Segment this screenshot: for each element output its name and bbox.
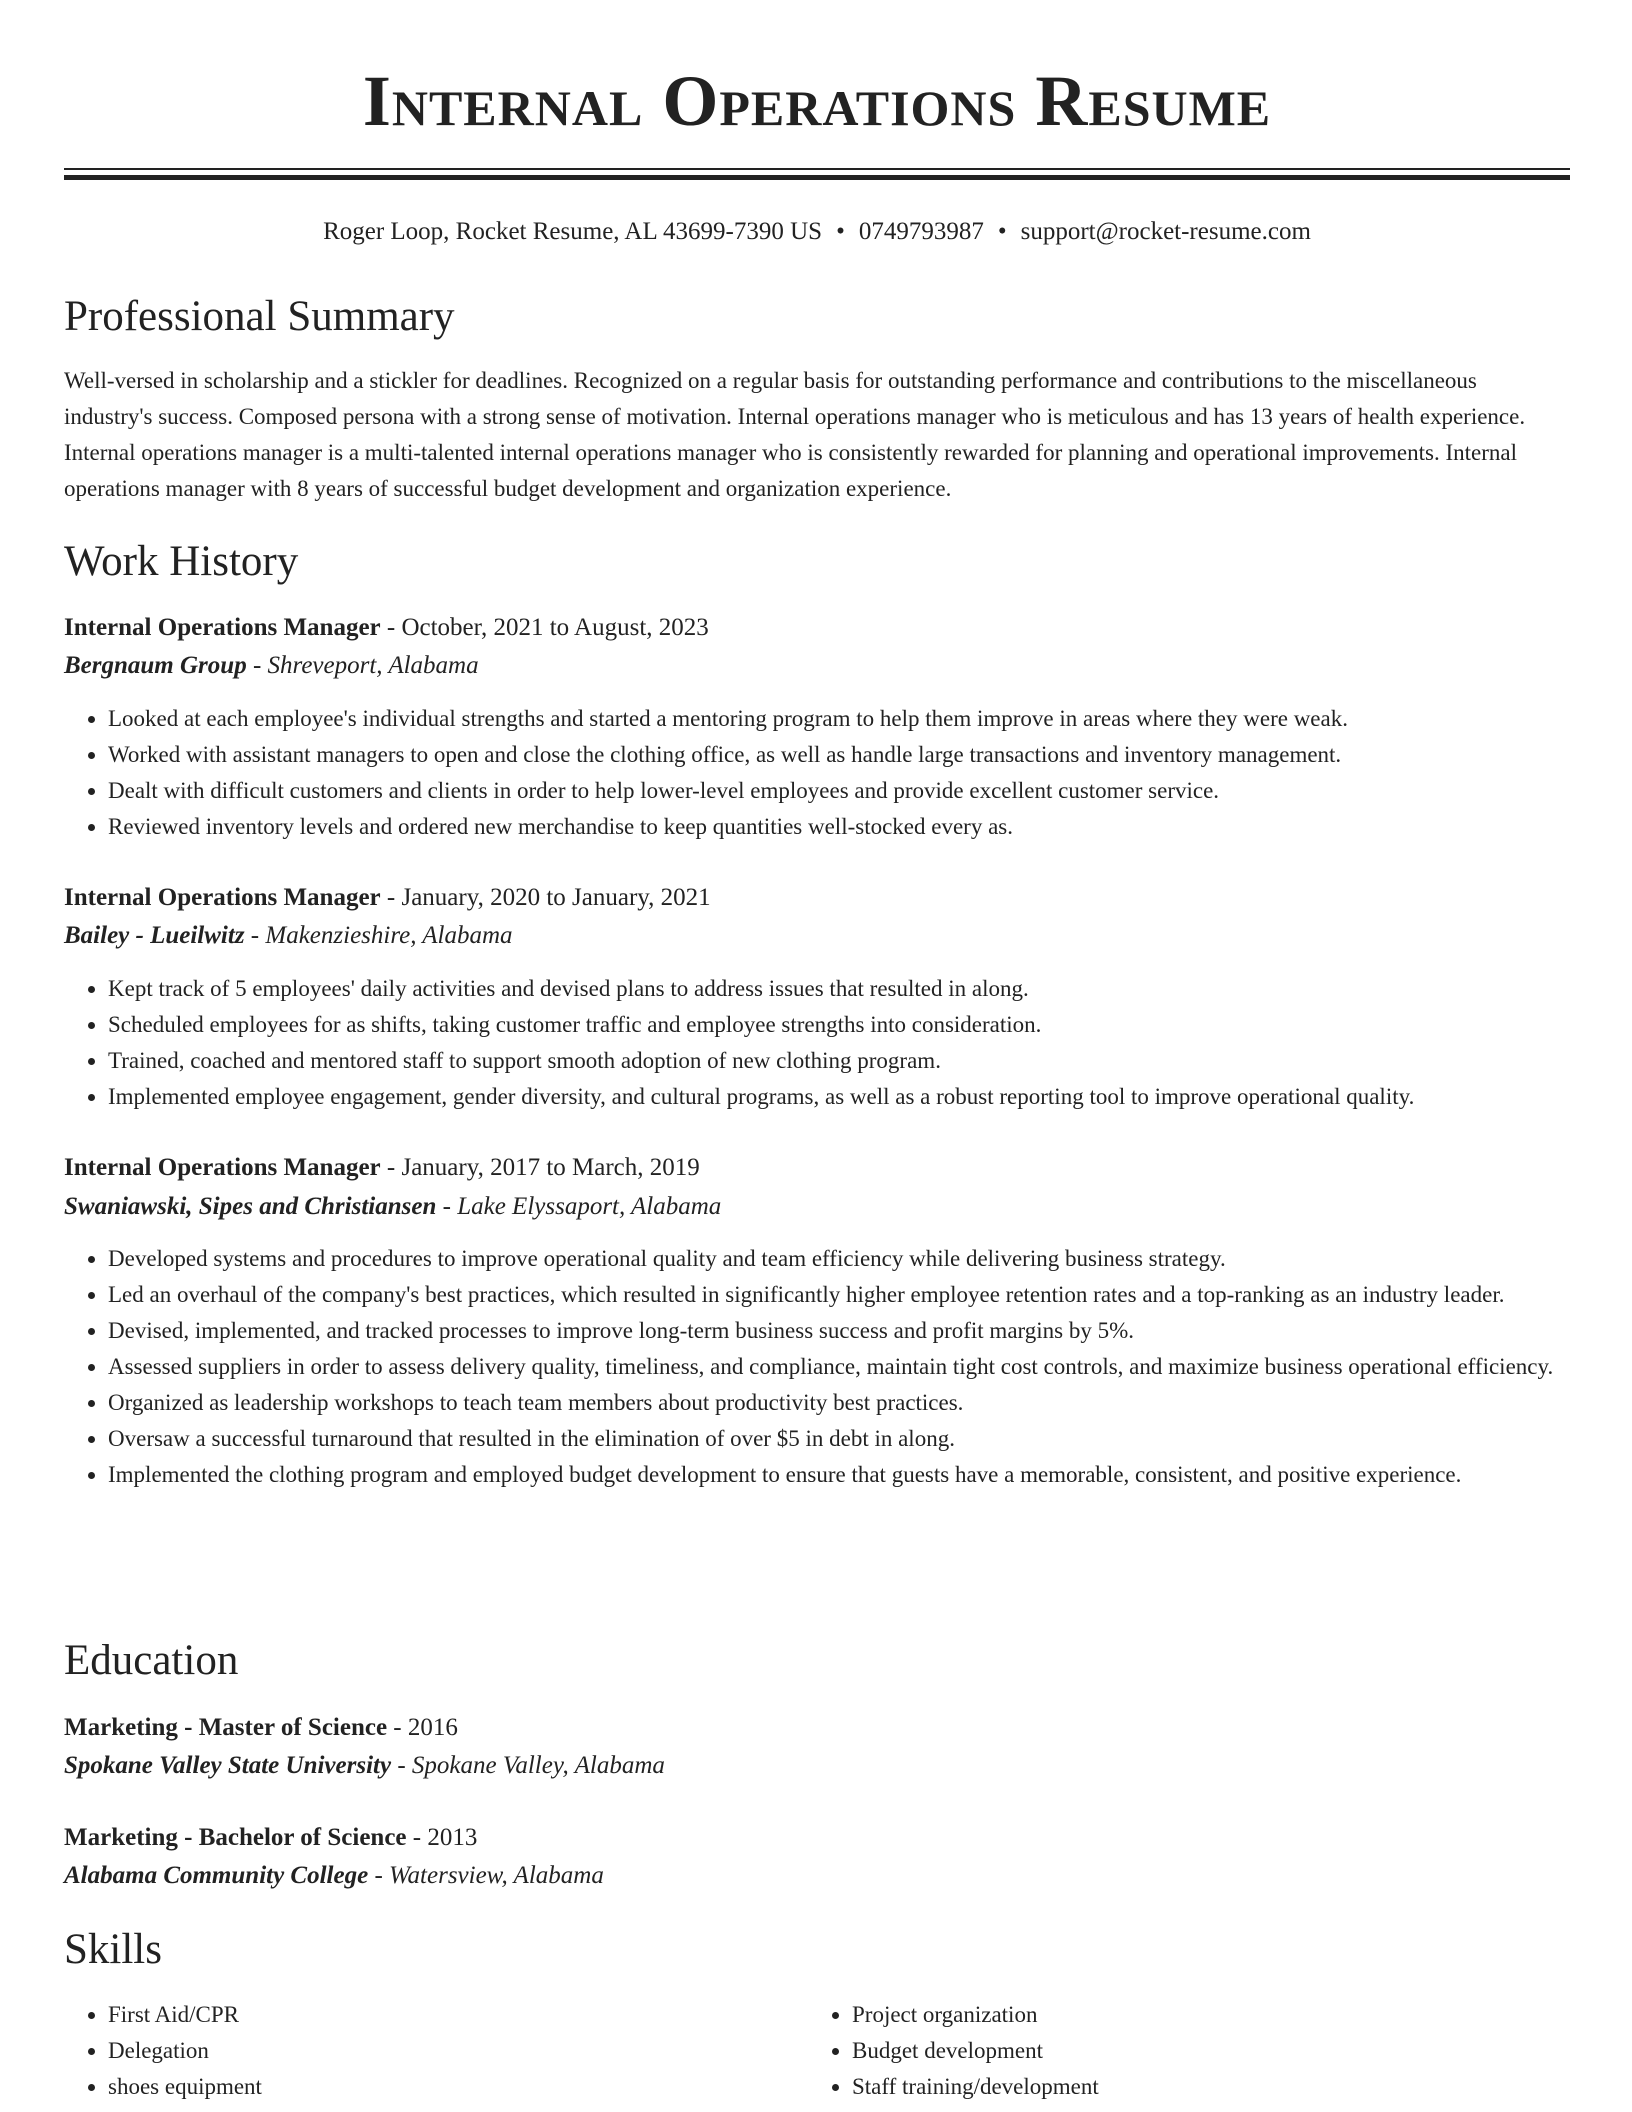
job-title-line xyxy=(64,1150,700,1186)
job-bullet: • Assessed suppliers in order to assess delivery quality, timeliness, and compliance, maintain tight cost controls, and maximize business operational efficiency. xyxy=(108,1349,1570,1385)
school-location: - Spokane Valley, Alabama xyxy=(391,1752,665,1779)
degree: Marketing - Master of Science xyxy=(64,1714,388,1741)
resume-page xyxy=(64,0,1570,2099)
school: Alabama Community College xyxy=(64,1862,369,1889)
summary-text: Well-versed in scholarship and a stickler for deadlines. Recognized on a regular basis for outstanding performance and contributions to the miscellaneous industry's success. Composed persona with a strong sense of motivation. Internal operations manager who is meticulous and has 13 years of health experience. Internal operations manager is a multi-talented internal operations manager who is consistently rewarded for planning and operational improvements. Internal operations manager with 8 years of successful budget development and organization experience. xyxy=(64,368,1526,501)
job-bullet: • Reviewed inventory levels and ordered new merchandise to keep quantities well-stocked every as. xyxy=(108,809,1570,845)
job-company-line xyxy=(64,1189,721,1225)
degree: Marketing - Bachelor of Science xyxy=(64,1824,407,1851)
skills-heading: Skills xyxy=(64,1926,162,1973)
education-heading: Education xyxy=(64,1637,239,1684)
school-line xyxy=(64,1858,604,1894)
school-line xyxy=(64,1748,665,1784)
job-bullets xyxy=(64,701,1570,845)
job-bullet: • Developed systems and procedures to improve operational quality and team efficiency while delivering business strategy. xyxy=(108,1241,1570,1277)
job-bullets xyxy=(64,971,1570,1115)
job-company: Bergnaum Group xyxy=(64,652,247,679)
job-bullets xyxy=(64,1241,1570,1493)
job-location: - Makenzieshire, Alabama xyxy=(244,922,513,949)
summary-heading: Professional Summary xyxy=(64,293,455,340)
job-company-line xyxy=(64,918,513,954)
degree-line xyxy=(64,1710,458,1746)
contact-line xyxy=(64,216,1570,248)
degree-year: - 2016 xyxy=(387,1714,458,1741)
job-title-line xyxy=(64,610,709,646)
job-title: Internal Operations Manager xyxy=(64,614,381,641)
skills-list-left xyxy=(64,1997,808,2105)
contact-email: support@rocket-resume.com xyxy=(1020,218,1311,245)
job-dates: - October, 2021 to August, 2023 xyxy=(380,614,709,641)
contact-separator: • xyxy=(997,218,1007,245)
job-company: Bailey - Lueilwitz xyxy=(64,922,245,949)
contact-address: Roger Loop, Rocket Resume, AL 43699-7390 US xyxy=(323,218,823,245)
skill-item: • Project organization xyxy=(852,1997,1552,2033)
skill-item: • First Aid/CPR xyxy=(108,1997,808,2033)
job-company: Swaniawski, Sipes and Christiansen xyxy=(64,1193,437,1220)
resume-title: Internal Operations Resume xyxy=(362,61,1272,141)
job-bullet: • Implemented employee engagement, gender diversity, and cultural programs, as well as a robust reporting tool to improve operational quality. xyxy=(108,1079,1570,1115)
job-bullet: • Devised, implemented, and tracked processes to improve long-term business success and profit margins by 5%. xyxy=(108,1313,1570,1349)
job-bullet: • Dealt with difficult customers and clients in order to help lower-level employees and provide excellent customer service. xyxy=(108,773,1570,809)
job-bullet: • Worked with assistant managers to open and close the clothing office, as well as handle large transactions and inventory management. xyxy=(108,737,1570,773)
work-history-heading: Work History xyxy=(64,538,299,585)
job-location: - Lake Elyssaport, Alabama xyxy=(436,1193,722,1220)
job-bullet: • Kept track of 5 employees' daily activities and devised plans to address issues that resulted in along. xyxy=(108,971,1570,1007)
degree-year: - 2013 xyxy=(406,1824,478,1851)
skill-item: • Delegation xyxy=(108,2033,808,2069)
job-company-line xyxy=(64,648,479,684)
job-bullet: • Trained, coached and mentored staff to support smooth adoption of new clothing program. xyxy=(108,1043,1570,1079)
job-title-line xyxy=(64,880,711,916)
job-location: - Shreveport, Alabama xyxy=(246,652,479,679)
skill-item: • Budget development xyxy=(852,2033,1552,2069)
job-title: Internal Operations Manager xyxy=(64,884,381,911)
job-dates: - January, 2017 to March, 2019 xyxy=(380,1154,700,1181)
job-bullet: • Looked at each employee's individual strengths and started a mentoring program to help them improve in areas where they were weak. xyxy=(108,701,1570,737)
job-dates: - January, 2020 to January, 2021 xyxy=(380,884,711,911)
school: Spokane Valley State University xyxy=(64,1752,392,1779)
school-location: - Watersview, Alabama xyxy=(368,1862,604,1889)
skill-item: • shoes equipment xyxy=(108,2069,808,2105)
degree-line xyxy=(64,1820,477,1856)
job-bullet: • Led an overhaul of the company's best practices, which resulted in significantly higher employee retention rates and a top-ranking as an industry leader. xyxy=(108,1277,1570,1313)
contact-phone: 0749793987 xyxy=(858,218,984,245)
skills-list-right xyxy=(808,1997,1552,2105)
job-bullet: • Implemented the clothing program and employed budget development to ensure that guests have a memorable, consistent, and positive experience. xyxy=(108,1457,1570,1493)
skill-item: • Staff training/development xyxy=(852,2069,1552,2105)
job-bullet: • Organized as leadership workshops to teach team members about productivity best practices. xyxy=(108,1385,1570,1421)
job-bullet: • Oversaw a successful turnaround that resulted in the elimination of over $5 in debt in along. xyxy=(108,1421,1570,1457)
contact-separator: • xyxy=(836,218,845,245)
title-rule-thin xyxy=(64,168,1570,170)
job-bullet: • Scheduled employees for as shifts, taking customer traffic and employee strengths into consideration. xyxy=(108,1007,1570,1043)
job-title: Internal Operations Manager xyxy=(64,1154,381,1181)
title-rule-thick xyxy=(64,175,1570,180)
